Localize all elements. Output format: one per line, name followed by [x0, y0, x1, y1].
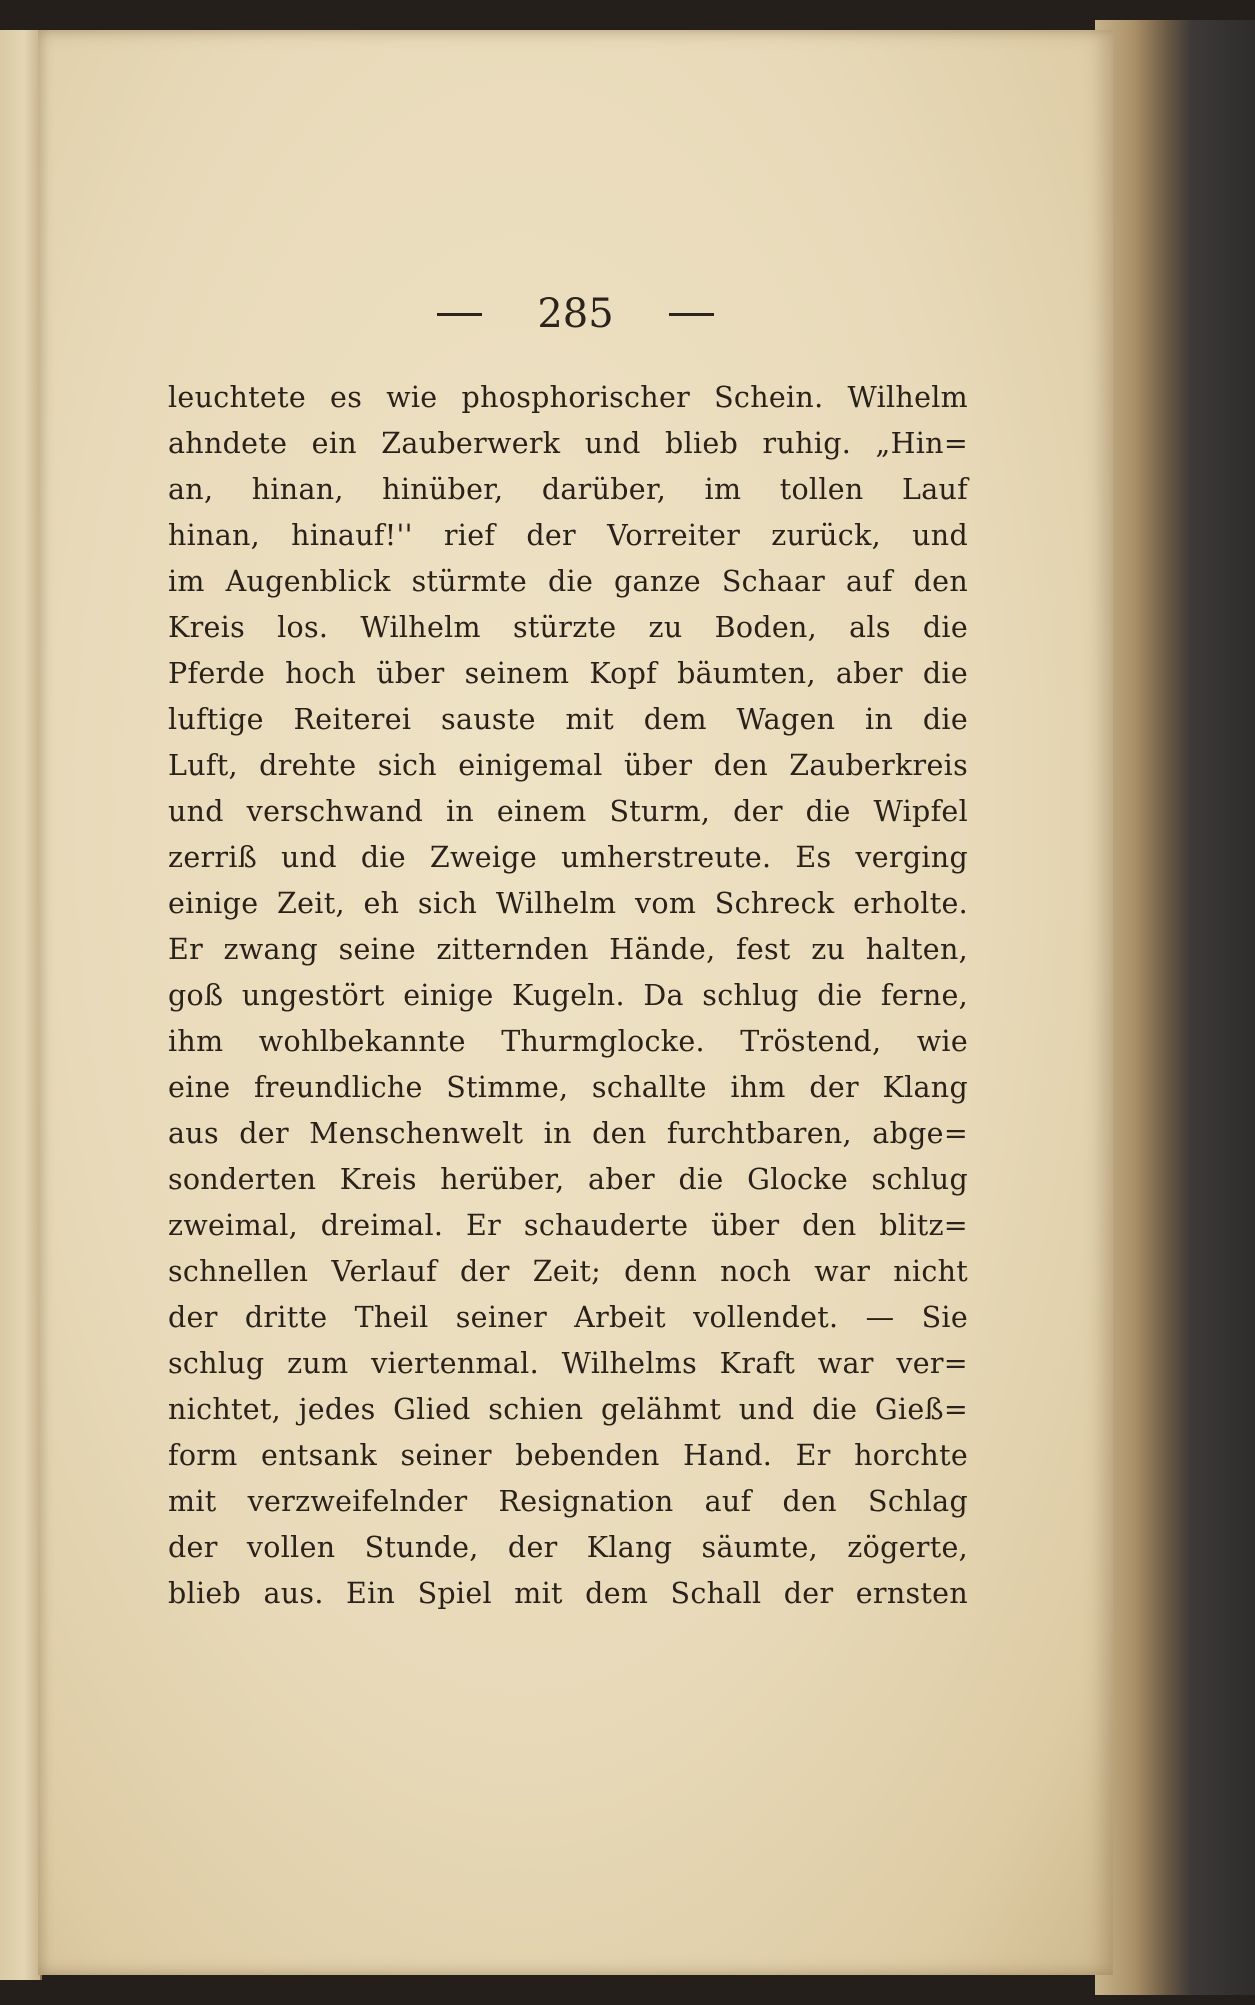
text-line: der dritte Theil seiner Arbeit vollendet. — Sie [168, 1301, 968, 1334]
text-line: leuchtete es wie phosphorischer Schein. Wilhelm [168, 381, 968, 414]
page-number: 285 [537, 291, 614, 337]
body-text [168, 375, 968, 1617]
text-line: form entsank seiner bebenden Hand. Er horchte [168, 1439, 968, 1472]
header-dash-right [669, 313, 714, 316]
text-line: ihm wohlbekannte Thurmglocke. Tröstend, wie [168, 1025, 968, 1058]
text-line: Pferde hoch über seinem Kopf bäumten, aber die [168, 657, 968, 690]
text-line: ahndete ein Zauberwerk und blieb ruhig. „Hin= [168, 427, 968, 460]
text-line: an, hinan, hinüber, darüber, im tollen Lauf [168, 473, 968, 506]
text-line: einige Zeit, eh sich Wilhelm vom Schreck erholte. [168, 887, 968, 920]
text-line: im Augenblick stürmte die ganze Schaar auf den [168, 565, 968, 598]
text-line: eine freundliche Stimme, schallte ihm der Klang [168, 1071, 968, 1104]
text-line: schlug zum viertenmal. Wilhelms Kraft war ver= [168, 1347, 968, 1380]
text-line: goß ungestört einige Kugeln. Da schlug die ferne, [168, 979, 968, 1012]
header-dash-left [437, 313, 482, 316]
text-line: mit verzweifelnder Resignation auf den Schlag [168, 1485, 968, 1518]
text-line: zweimal, dreimal. Er schauderte über den blitz= [168, 1209, 968, 1242]
facing-page-edge [0, 30, 42, 1980]
text-line: sonderten Kreis herüber, aber die Glocke schlug [168, 1163, 968, 1196]
page-header [38, 288, 1113, 337]
text-line: Luft, drehte sich einigemal über den Zauberkreis [168, 749, 968, 782]
text-line: Kreis los. Wilhelm stürzte zu Boden, als die [168, 611, 968, 644]
text-line: blieb aus. Ein Spiel mit dem Schall der ernsten [168, 1577, 968, 1610]
text-line: luftige Reiterei sauste mit dem Wagen in die [168, 703, 968, 736]
text-line: und verschwand in einem Sturm, der die Wipfel [168, 795, 968, 828]
text-line: aus der Menschenwelt in den furchtbaren, abge= [168, 1117, 968, 1150]
text-line: hinan, hinauf!'' rief der Vorreiter zurück, und [168, 519, 968, 552]
text-line: Er zwang seine zitternden Hände, fest zu halten, [168, 933, 968, 966]
text-line: schnellen Verlauf der Zeit; denn noch war nicht [168, 1255, 968, 1288]
book-cover-and-page-edges [1095, 20, 1255, 1995]
text-line: zerriß und die Zweige umherstreute. Es verging [168, 841, 968, 874]
text-line: der vollen Stunde, der Klang säumte, zögerte, [168, 1531, 968, 1564]
book-page [38, 30, 1113, 1975]
text-line: nichtet, jedes Glied schien gelähmt und die Gieß= [168, 1393, 968, 1426]
